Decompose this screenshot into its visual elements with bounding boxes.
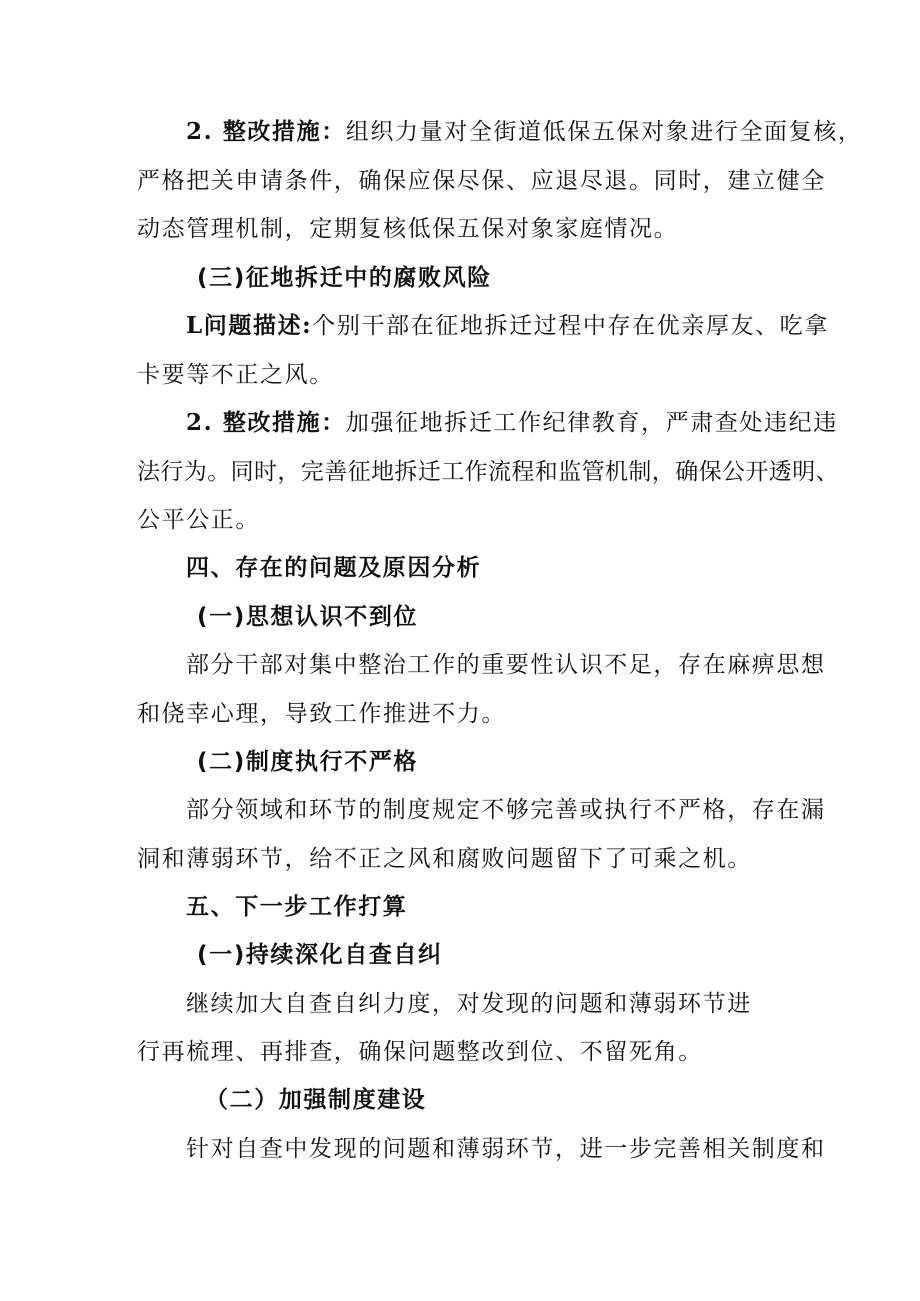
- awareness-paragraph-line-2: [0, 697, 920, 731]
- problem-label: L问题描述:: [186, 312, 313, 339]
- problem-paragraph-line-2: [0, 358, 920, 392]
- measures-paragraph-2-line-2: [0, 455, 920, 489]
- measures-text: 组织力量对全街道低保五保对象进行全面复核，: [345, 119, 863, 145]
- paragraph-text: 和侥幸心理，导致工作推进不力。: [137, 701, 506, 727]
- measures-paragraph-line-1: [0, 115, 920, 149]
- subheading-self-inspection: [0, 938, 920, 972]
- self-inspection-paragraph-line-1: [0, 987, 920, 1021]
- measures-text: 加强征地拆迁工作纪律教育，严肃查处违纪违: [345, 410, 838, 436]
- institution-paragraph-line-1: [0, 1132, 920, 1166]
- measures-paragraph-2-line-3: [0, 503, 920, 537]
- section-heading-problems: [0, 551, 920, 585]
- paragraph-text: 继续加大自查自纠力度，对发现的问题和薄弱环节进: [186, 991, 752, 1017]
- heading-text: 四、存在的问题及原因分析: [186, 555, 482, 581]
- subheading-awareness: [0, 600, 920, 634]
- awareness-paragraph-line-1: [0, 648, 920, 682]
- subheading-institution-building: [0, 1083, 920, 1117]
- measures-paragraph-line-3: [0, 212, 920, 246]
- heading-text: （二）加强制度建设: [205, 1087, 427, 1113]
- measures-paragraph-line-2: [0, 164, 920, 198]
- problem-text: 个别干部在征地拆迁过程中存在优亲厚友、吃拿: [312, 313, 829, 339]
- heading-text: (一)持续深化自查自纠: [197, 942, 443, 968]
- heading-text: (二)制度执行不严格: [197, 749, 419, 775]
- measures-label: 2. 整改措施：: [186, 409, 346, 436]
- paragraph-text: 部分领域和环节的制度规定不够完善或执行不严格，存在漏: [186, 797, 826, 823]
- section-heading-land-acquisition: [0, 261, 920, 295]
- heading-text: 五、下一步工作打算: [186, 894, 408, 920]
- enforcement-paragraph-line-1: [0, 793, 920, 827]
- subheading-enforcement: [0, 745, 920, 779]
- problem-paragraph-line-1: [0, 309, 920, 343]
- paragraph-text: 针对自查中发现的问题和薄弱环节，进一步完善相关制度和: [186, 1136, 826, 1162]
- section-heading-next-steps: [0, 890, 920, 924]
- paragraph-text: 洞和薄弱环节，给不正之风和腐败问题留下了可乘之机。: [137, 846, 752, 872]
- measures-text: 严格把关申请条件，确保应保尽保、应退尽退。同时，建立健全: [137, 168, 826, 194]
- measures-paragraph-2-line-1: [0, 406, 920, 440]
- heading-text: (三)征地拆迁中的腐败风险: [197, 265, 492, 291]
- measures-text: 法行为。同时，完善征地拆迁工作流程和监管机制，确保公开透明、: [137, 459, 839, 485]
- paragraph-text: 行再梳理、再排查，确保问题整改到位、不留死角。: [137, 1039, 703, 1065]
- problem-text: 卡要等不正之风。: [137, 362, 334, 388]
- enforcement-paragraph-line-2: [0, 842, 920, 876]
- heading-text: (一)思想认识不到位: [197, 604, 419, 630]
- measures-text: 公平公正。: [137, 507, 260, 533]
- paragraph-text: 部分干部对集中整治工作的重要性认识不足，存在麻痹思想: [186, 652, 826, 678]
- measures-text: 动态管理机制，定期复核低保五保对象家庭情况。: [137, 216, 679, 242]
- measures-label: 2. 整改措施：: [186, 118, 346, 145]
- self-inspection-paragraph-line-2: [0, 1035, 920, 1069]
